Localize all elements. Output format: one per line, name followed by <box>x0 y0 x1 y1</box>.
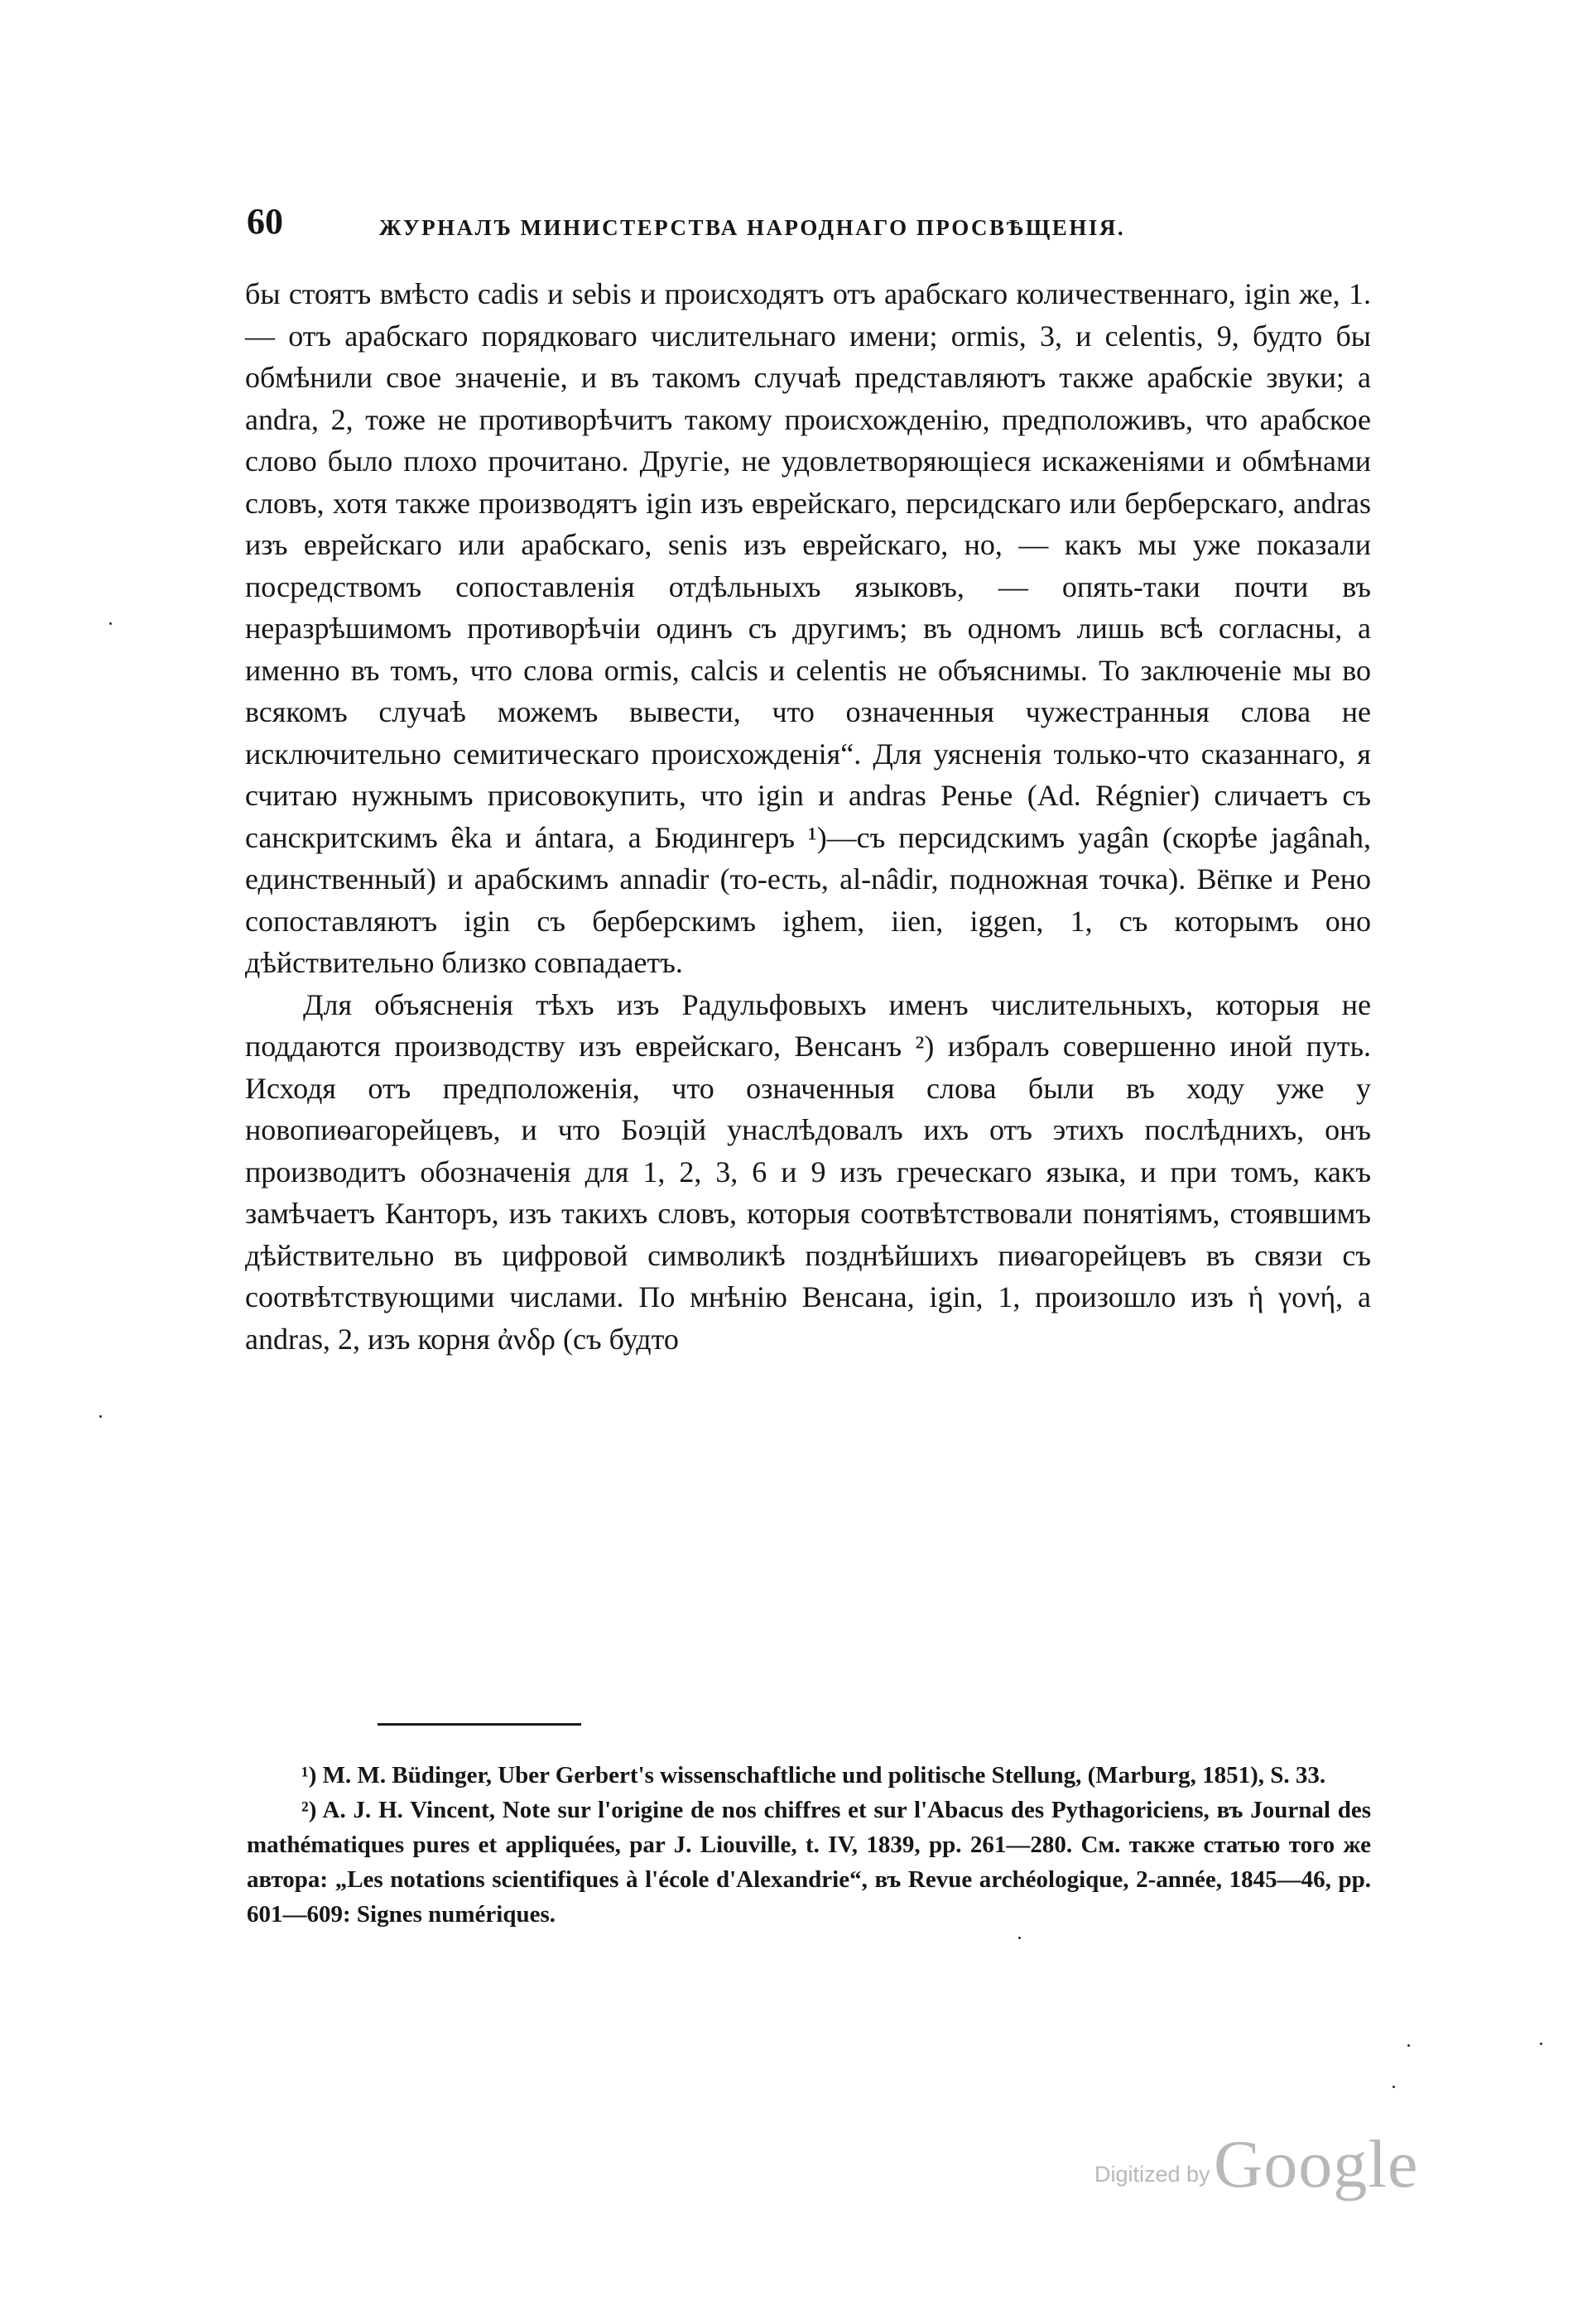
footnote: ²) A. J. H. Vincent, Note sur l'origine de nos chiffres et sur l'Abacus des Pythagoriciens, въ Journal des mathématiques pures et appliquées, par J. Liouville, t. IV, 1839, pp. 261—280. См. также статью того же автора: „Les notations scientifiques à l'école d'Alexandrie“, въ Revue archéologique, 2-année, 1845—46, pp. 601—609: Signes numériques. <box>247 1797 1371 1928</box>
footnote: ¹) M. M. Büdinger, Uber Gerbert's wissenschaftliche und politische Stellung, (Marburg, 1851), S. 33. <box>301 1762 1326 1789</box>
paragraph: бы стоятъ вмѣсто cadis и sebis и происходятъ отъ арабскаго количественнаго, igin же, 1. — отъ арабскаго порядковаго числительнаго имени; ormis, 3, и celentis, 9, будто бы обмѣнили свое значеніе, и въ такомъ случаѣ представляютъ также арабскіе звуки; а andra, 2, тоже не противорѣчитъ такому происхожденію, предположивъ, что арабское слово было плохо прочитано. Другіе, не удовлетворяющіеся искаженіями и обмѣнами словъ, хотя также производятъ igin изъ еврейскаго, персидскаго или берберскаго, andras изъ еврейскаго или арабскаго, senis изъ еврейскаго, но, — какъ мы уже показали посредствомъ сопоставленія отдѣльныхъ языковъ, — опять-таки почти въ неразрѣшимомъ противорѣчіи одинъ съ другимъ; въ одномъ лишь всѣ согласны, а именно въ томъ, что слова ormis, calcis и celentis не объяснимы. То заключеніе мы во всякомъ случаѣ можемъ вывести, что означенныя чужестранныя слова не исключительно семитическаго происхожденія“. Для уясненія только-что сказаннаго, я считаю нужнымъ присовокупить, что igin и andras Ренье (Ad. Régnier) сличаетъ съ санскритскимъ êka и ántara, а Бюдингеръ ¹)—съ персидскимъ yagân (скорѣе jagânah, единственный) и арабскимъ annadir (то-есть, al-nâdir, подножная точка). Вёпке и Рено сопоставляютъ igin съ берберскимъ ighem, iien, iggen, 1, съ которымъ оно дѣйствительно близко совпадаетъ. <box>245 277 1371 979</box>
scan-speck <box>1407 2044 1410 2047</box>
digitized-watermark <box>1094 2125 1418 2203</box>
scan-speck <box>99 1415 102 1418</box>
footnote-divider <box>378 1723 581 1726</box>
scan-speck <box>109 622 112 625</box>
body-text <box>245 273 1371 1360</box>
watermark-prefix: Digitized by <box>1094 2162 1210 2187</box>
footnotes <box>247 1758 1371 1932</box>
google-logo: Google <box>1214 2126 1419 2202</box>
scan-speck <box>1540 2043 1542 2045</box>
running-head: ЖУРНАЛЪ МИНИСТЕРСТВА НАРОДНАГО ПРОСВѢЩЕНІЯ. <box>379 215 1126 240</box>
scan-speck <box>1393 2086 1395 2088</box>
paragraph: Для объясненія тѣхъ изъ Радульфовыхъ именъ числительныхъ, которыя не поддаются производству изъ еврейскаго, Венсанъ ²) избралъ совершенно иной путь. Исходя отъ предположенія, что означенныя слова были въ ходу уже у новопиѳагорейцевъ, и что Боэцій унаслѣдовалъ ихъ отъ этихъ послѣднихъ, онъ производитъ обозначенія для 1, 2, 3, 6 и 9 изъ греческаго языка, и при томъ, какъ замѣчаетъ Канторъ, изъ такихъ словъ, которыя соотвѣтствовали понятіямъ, стоявшимъ дѣйствительно въ цифровой символикѣ позднѣйшихъ пиѳагорейцевъ въ связи съ соотвѣтствующими числами. По мнѣнію Венсана, igin, 1, произошло изъ ἡ γονή, а andras, 2, изъ корня ἀνδρ (съ будто <box>245 987 1371 1356</box>
page-number: 60 <box>247 201 283 242</box>
scan-speck <box>1018 1937 1021 1939</box>
